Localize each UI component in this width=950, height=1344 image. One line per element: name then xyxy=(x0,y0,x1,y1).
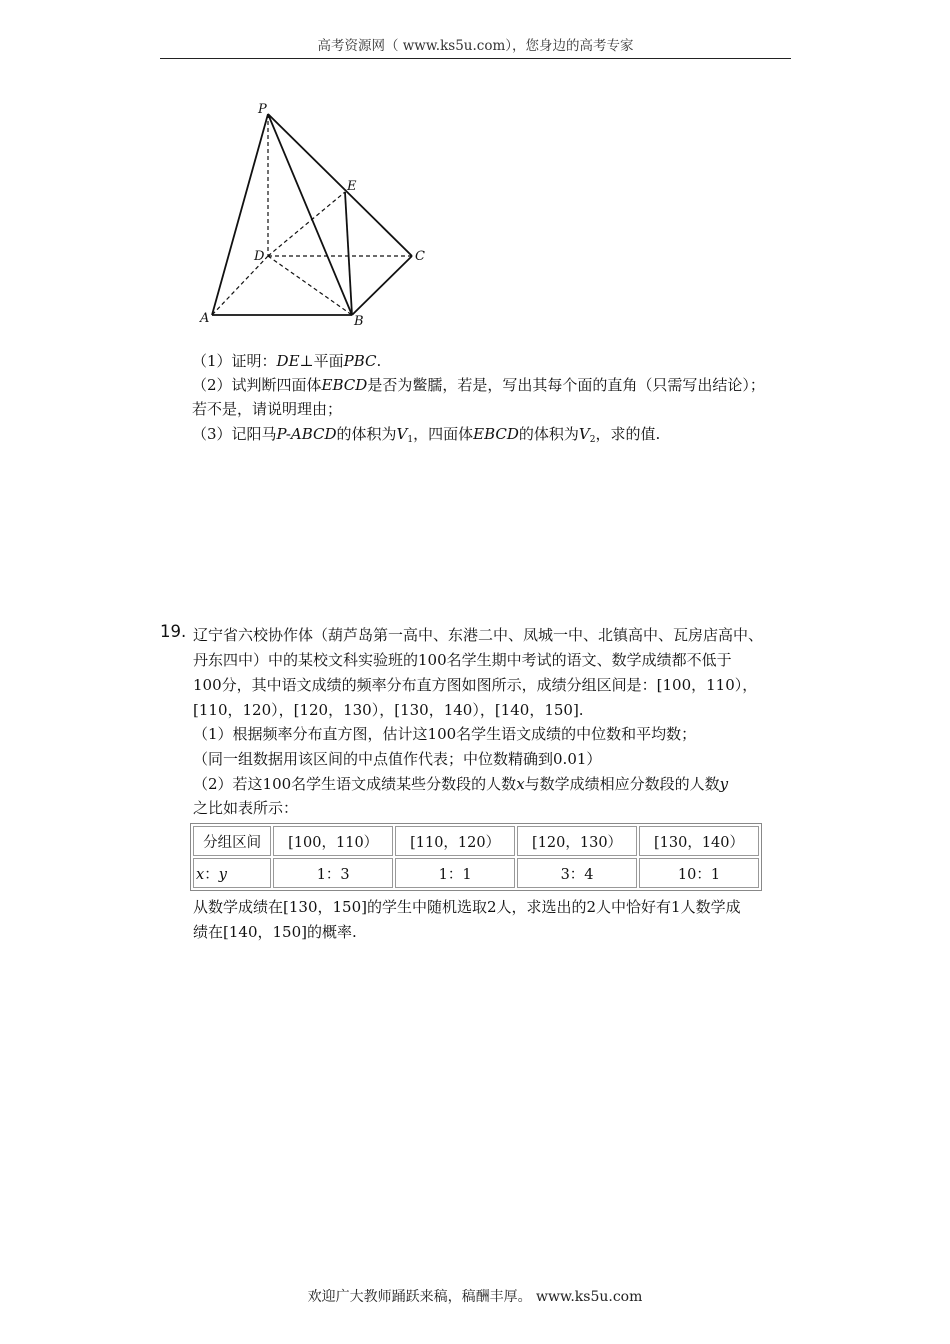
q18-p1-math: DE xyxy=(276,352,300,370)
edge-EB xyxy=(345,192,352,315)
q19-part1-note: （同一组数据用该区间的中点值作代表；中位数精确到0.01） xyxy=(193,750,602,768)
table-header-cell: [110，120） xyxy=(395,826,515,856)
q19-line-4: [110，120），[120，130），[130，140），[140，150]. xyxy=(193,701,584,719)
label-C: C xyxy=(415,249,425,264)
row-label-y: y xyxy=(218,866,227,883)
q19-part2-a: （2）若这100名学生语文成绩某些分数段的人数 xyxy=(193,775,517,793)
pyramid-figure xyxy=(192,98,432,330)
q18-p3-sub2: 2 xyxy=(589,435,596,445)
q18-p1-end: . xyxy=(376,352,382,370)
edge-PA xyxy=(212,114,268,315)
edge-PC xyxy=(268,114,412,256)
label-E: E xyxy=(347,179,357,194)
q18-p3-end: ，求的值. xyxy=(595,425,661,443)
q18-p3-v1: V xyxy=(396,425,408,443)
q18-part1 xyxy=(192,350,381,372)
label-A: A xyxy=(200,311,210,326)
q18-p2-math: EBCD xyxy=(321,376,368,394)
table-header-cell: [130，140） xyxy=(639,826,759,856)
row-label-sep: ： xyxy=(204,866,219,883)
q18-p3-prefix: （3）记阳马 xyxy=(192,425,277,443)
q18-p3-mid3: 的体积为 xyxy=(518,425,579,443)
label-B: B xyxy=(354,314,364,329)
q18-p2-prefix: （2）试判断四面体 xyxy=(192,376,322,394)
q18-part3 xyxy=(192,423,660,451)
q19-after-table-1: 从数学成绩在[130，150]的学生中随机选取2人，求选出的2人中恰好有1人数学成 xyxy=(193,898,741,916)
q18-p2-rest: 是否为鳖臑，若是，写出其每个面的直角（只需写出结论）； xyxy=(367,376,765,394)
page-footer xyxy=(0,1286,950,1306)
page-header xyxy=(160,36,791,59)
footer-text: 欢迎广大教师踊跃来稿，稿酬丰厚。 www.ks5u.com xyxy=(307,1289,643,1305)
q18-p3-v2: V xyxy=(578,425,590,443)
table-cell: 3：4 xyxy=(517,858,637,888)
q19-part2-y: y xyxy=(719,775,729,793)
q18-p3-math1: P-ABCD xyxy=(276,425,337,443)
q19-part2-x: x xyxy=(516,775,525,793)
q18-p3-mid2: ，四面体 xyxy=(413,425,474,443)
q19-after-table-2: 绩在[140，150]的概率. xyxy=(193,923,357,941)
q19-part2-b: 与数学成绩相应分数段的人数 xyxy=(524,775,720,793)
table-header-cell: 分组区间 xyxy=(193,826,271,856)
table-cell: 1：3 xyxy=(273,858,393,888)
q18-p1-mid: ⊥平面 xyxy=(299,352,344,370)
header-text: 高考资源网（ www.ks5u.com），您身边的高考专家 xyxy=(317,38,634,54)
table-row-label xyxy=(193,858,271,888)
q18-part2-line2 xyxy=(192,398,342,420)
q19-number: 19. xyxy=(160,622,187,641)
table-header-row xyxy=(193,826,759,856)
q18-p1-math2: PBC xyxy=(343,352,377,370)
table-header-cell: [120，130） xyxy=(517,826,637,856)
table-header-cell: [100，110） xyxy=(273,826,393,856)
label-D: D xyxy=(254,249,265,264)
q19-line-2: 丹东四中）中的某校文科实验班的100名学生期中考试的语文、数学成绩都不低于 xyxy=(193,651,732,669)
q18-part2 xyxy=(192,374,765,396)
q18-p2-line2: 若不是，请说明理由； xyxy=(192,400,343,418)
table-row xyxy=(193,858,759,888)
table-cell: 10：1 xyxy=(639,858,759,888)
ratio-table xyxy=(190,823,762,891)
table-cell: 1：1 xyxy=(395,858,515,888)
edge-BC xyxy=(352,256,412,315)
q18-p3-sub1: 1 xyxy=(407,435,414,445)
q19-line-3: 100分，其中语文成绩的频率分布直方图如图所示，成绩分组区间是：[100，110）， xyxy=(193,676,758,694)
q18-p3-math2: EBCD xyxy=(473,425,519,443)
row-label-x: x xyxy=(196,866,205,883)
q19-part1: （1）根据频率分布直方图，估计这100名学生语文成绩的中位数和平均数； xyxy=(193,725,697,743)
q18-p3-mid1: 的体积为 xyxy=(336,425,397,443)
q18-p1-prefix: （1）证明： xyxy=(192,352,277,370)
label-P: P xyxy=(258,102,267,117)
pyramid-diagram xyxy=(192,98,432,330)
q19-part2 xyxy=(193,773,728,795)
q19-line-1: 辽宁省六校协作体（葫芦岛第一高中、东港二中、凤城一中、北镇高中、瓦房店高中、 xyxy=(193,626,764,644)
edge-DE xyxy=(268,192,345,256)
q19-part2-line2: 之比如表所示： xyxy=(193,799,299,817)
